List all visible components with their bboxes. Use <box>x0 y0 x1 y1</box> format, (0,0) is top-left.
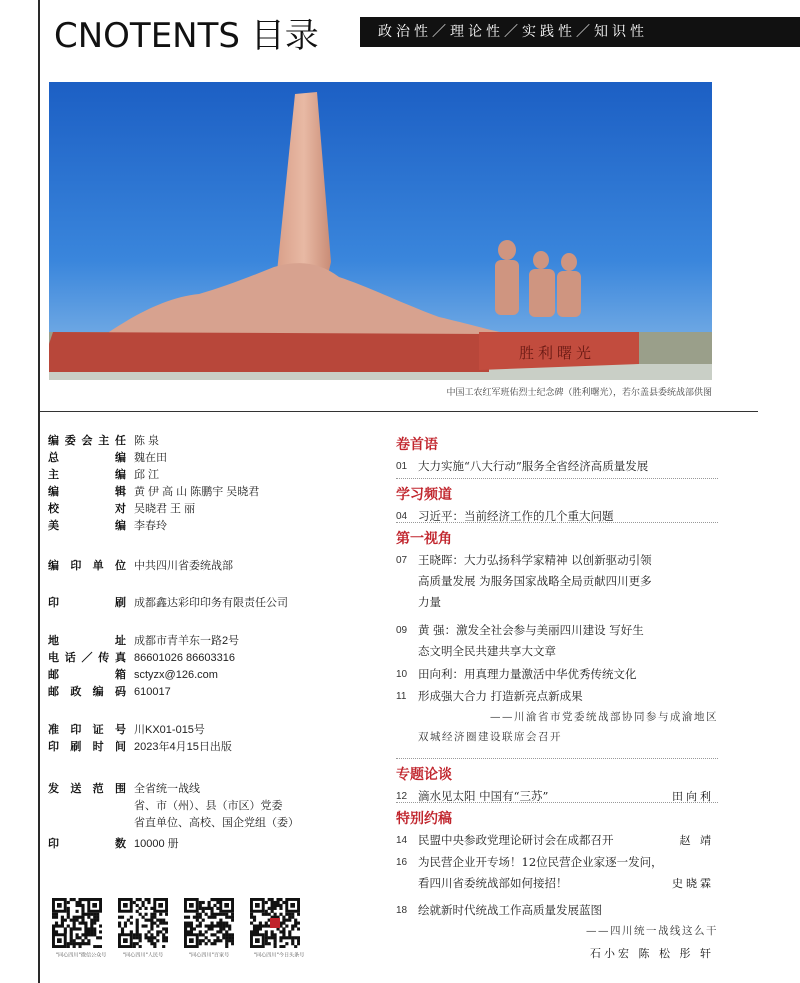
qr-code-icon <box>184 898 234 948</box>
toc-item-title: 王晓晖：大力弘扬科学家精神 以创新驱动引领 <box>418 553 652 567</box>
masthead-value: 成都鑫达彩印印务有限责任公司 <box>134 597 288 609</box>
toc-page-number: 14 <box>396 835 408 846</box>
masthead-label: 印 数 <box>48 837 126 850</box>
base-platform <box>49 332 489 372</box>
cover-photo <box>49 82 712 380</box>
qr-code[interactable] <box>184 898 234 968</box>
masthead-label: 印 刷 <box>48 596 126 609</box>
toc-item-title: 民盟中央参政党理论研讨会在成都召开 <box>418 833 614 847</box>
toc-divider <box>396 478 718 479</box>
qr-code[interactable] <box>118 898 168 968</box>
page-header <box>40 0 800 56</box>
toc-divider <box>396 522 718 523</box>
toc-page-number: 16 <box>396 857 408 868</box>
toc-item-title: 田向利：用真理力量激活中华优秀传统文化 <box>418 667 637 681</box>
masthead-value: 李春玲 <box>134 520 167 532</box>
photo-caption: 中国工农红军班佑烈士纪念碑（胜利曙光），若尔盖县委统战部供图 <box>446 388 712 398</box>
masthead-row <box>48 722 378 738</box>
toc-item-title: 看四川省委统战部如何接招！ <box>418 876 568 890</box>
qr-code-icon <box>52 898 102 948</box>
toc-item-title: 态文明全民共建共享大文章 <box>418 644 556 658</box>
masthead-label: 总 编 <box>48 451 126 464</box>
toc-item-title: 大力实施“八大行动”服务全省经济高质量发展 <box>418 459 649 473</box>
masthead-value: 610017 <box>134 686 171 698</box>
masthead-value: 省、市（州）、县（市区）党委 <box>134 800 283 812</box>
masthead-value: 邱 江 <box>134 469 160 481</box>
toc-page-number: 04 <box>396 511 408 522</box>
tagline-bar: 政治性／理论性／实践性／知识性 <box>360 17 800 47</box>
monument-inscription: 胜利曙光 <box>519 344 596 362</box>
toc-item-title: 绘就新时代统战工作高质量发展蓝图 <box>418 903 602 917</box>
toc-page-number: 07 <box>396 555 408 566</box>
qr-caption: "同心四川"百家号 <box>188 952 230 959</box>
masthead-value: 吴晓君 王 丽 <box>134 503 196 515</box>
masthead-label: 美 编 <box>48 519 126 532</box>
masthead-label: 邮 箱 <box>48 668 126 681</box>
divider-rule <box>40 411 758 412</box>
masthead-row <box>48 433 378 449</box>
masthead-label: 主 编 <box>48 468 126 481</box>
toc-page-number: 12 <box>396 791 408 802</box>
toc-section-title: 学习频道 <box>396 487 452 503</box>
masthead-label: 准 印 证 号 <box>48 723 126 736</box>
masthead-row <box>48 798 378 814</box>
masthead-row <box>48 467 378 483</box>
masthead-value: 10000 册 <box>134 838 179 850</box>
toc-item-author: 史晓霖 <box>672 877 714 890</box>
masthead-label: 地 址 <box>48 634 126 647</box>
masthead-row <box>48 518 378 534</box>
toc-item-title: 为民营企业开专场！12位民营企业家逐一发问， <box>418 855 663 869</box>
masthead-row <box>48 836 378 852</box>
qr-code-icon <box>250 898 300 948</box>
masthead-value: 川KX01-015号 <box>134 724 205 736</box>
masthead-value: 成都市青羊东一路2号 <box>134 635 240 647</box>
masthead-row <box>48 484 378 500</box>
masthead-value: 中共四川省委统战部 <box>134 560 233 572</box>
masthead-label: 编 印 单 位 <box>48 559 126 572</box>
toc-item-author: 石小宏 陈 松 彤 轩 <box>590 947 714 960</box>
toc-item-title: 高质量发展 为服务国家战略全局贡献四川更多 <box>418 574 652 588</box>
toc-item-title: 形成强大合力 打造新亮点新成果 <box>418 689 583 703</box>
toc-item-author: 赵 靖 <box>679 834 714 847</box>
masthead-value: 2023年4月15日出版 <box>134 741 232 753</box>
masthead-label: 电 话 ／ 传 真 <box>48 651 126 664</box>
qr-code[interactable] <box>52 898 107 968</box>
masthead-row <box>48 684 378 700</box>
qr-caption: "同心四川"今日头条号 <box>253 952 305 959</box>
toc-section-title: 卷首语 <box>396 437 438 453</box>
qr-code-row <box>52 898 312 968</box>
masthead-label: 校 对 <box>48 502 126 515</box>
masthead-value: sctyzx@126.com <box>134 669 218 681</box>
qr-caption: "同心四川"微信公众号 <box>55 952 107 959</box>
toc-page-number: 01 <box>396 461 408 472</box>
monument-photo <box>49 82 712 380</box>
toc-page-number: 18 <box>396 905 408 916</box>
toc-item-title: 滴水见太阳 中国有“三苏” <box>418 789 549 803</box>
toc-section-title: 专题论谈 <box>396 767 452 783</box>
masthead-value: 86601026 86603316 <box>134 652 235 664</box>
toc-divider <box>396 802 718 803</box>
toc-divider <box>396 758 718 759</box>
toc-page-number: 10 <box>396 669 408 680</box>
toc-item-subtitle: ——四川统一战线这么干 <box>586 925 718 937</box>
masthead-row <box>48 633 378 649</box>
qr-caption: "同心四川"人民号 <box>122 952 164 959</box>
masthead-value: 魏在田 <box>134 452 167 464</box>
toc-section-title: 第一视角 <box>396 531 452 547</box>
masthead-value: 全省统一战线 <box>134 783 200 795</box>
toc-item-title: 黄 强：激发全社会参与美丽四川建设 写好生 <box>418 623 644 637</box>
masthead-row <box>48 781 378 797</box>
masthead-row <box>48 667 378 683</box>
masthead-value: 省直单位、高校、国企党组（委） <box>134 817 299 829</box>
qr-code-icon <box>118 898 168 948</box>
masthead-label: 发 送 范 围 <box>48 782 126 795</box>
toc-page-number: 09 <box>396 625 408 636</box>
masthead-row <box>48 650 378 666</box>
toc-page-number: 11 <box>396 691 407 702</box>
toc-item-subtitle: ——川渝省市党委统战部协同参与成渝地区 <box>490 711 718 723</box>
masthead-row <box>48 501 378 517</box>
toc-item-title: 习近平：当前经济工作的几个重大问题 <box>418 509 614 523</box>
masthead-value: 陈 泉 <box>134 435 160 447</box>
masthead-label: 编 委 会 主 任 <box>48 434 126 447</box>
masthead-row <box>48 450 378 466</box>
left-frame-line <box>38 0 40 983</box>
masthead-row <box>48 558 378 574</box>
toc-item-author: 田向利 <box>672 790 714 803</box>
masthead-row <box>48 739 378 755</box>
masthead-label: 编 辑 <box>48 485 126 498</box>
contents-title: CNOTENTS 目录 <box>54 16 319 56</box>
masthead-row <box>48 595 378 611</box>
toc-item-subtitle: 双城经济圈建设联席会召开 <box>418 731 562 743</box>
toc-item-title: 力量 <box>418 595 441 609</box>
masthead-row <box>48 815 378 831</box>
masthead-label: 邮 政 编 码 <box>48 685 126 698</box>
masthead-label: 印 刷 时 间 <box>48 740 126 753</box>
toc-section-title: 特别约稿 <box>396 811 452 827</box>
qr-code[interactable] <box>250 898 305 968</box>
masthead-value: 黄 伊 高 山 陈鹏宇 吴晓君 <box>134 486 260 498</box>
